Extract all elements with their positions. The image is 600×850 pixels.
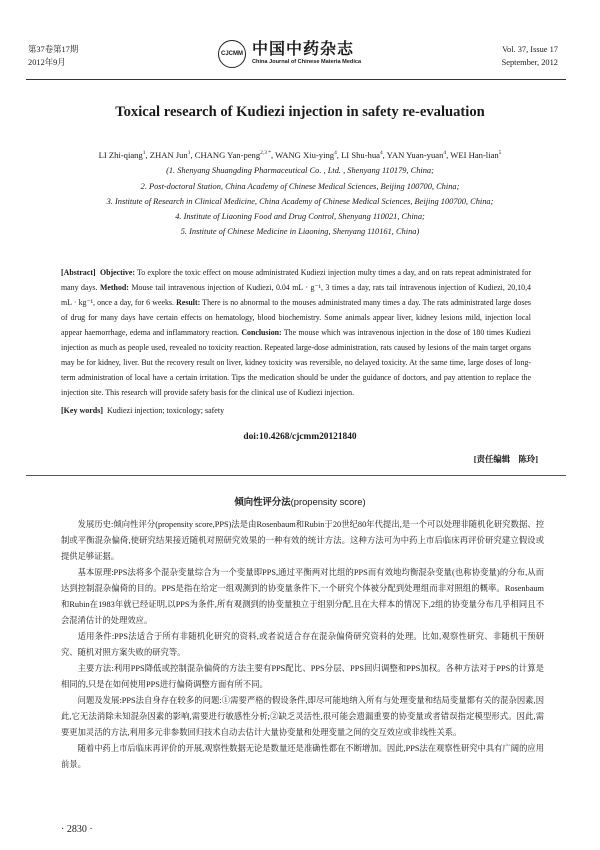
author: YAN Yuan-yuan$^4$ xyxy=(386,150,447,160)
journal-name-cn: 中国中药杂志 xyxy=(252,41,355,58)
date-en: September, 2012 xyxy=(501,58,558,67)
method-text: Mouse tail intravenous injection of Kudiezi, 0.04 mL · g⁻¹, 3 times a day, rats tail intravenous injection of Kudiezi, 20,10,4 mL · kg⁻¹, once a day, for 6 weeks. xyxy=(61,283,531,307)
affiliation-5: 5. Institute of Chinese Medicine in Liaoning, Shenyang 110161, China) xyxy=(180,227,420,236)
section-divider xyxy=(26,475,566,476)
result-label: Result: xyxy=(176,298,201,307)
method-label: Method: xyxy=(99,283,129,292)
running-header-left xyxy=(28,43,78,69)
doi: doi:10.4268/cjcmm20121840 xyxy=(243,432,357,442)
author: LI Zhi-qiang$^1$ xyxy=(98,150,146,160)
conclusion-text: The mouse which was intravenous injection in the dose of 180 times Kudiezi injection as much as people used, revealed no toxicity reaction. Repeated large-dose administration, rats caused by lesions of the main target organs may be for kidney, liver. But the recovery result on liver, kidney toxicity was reversible, no delayed toxicity. At the same time, large doses of long-term administration of local have a certain irritation. Tips the medication should be under the guidance of doctors, and pay attention to replace the injection site. This research will provide safety basis for the clinical use of Kudiezi injection. xyxy=(61,328,531,397)
author-list: LI Zhi-qiang$^1$, ZHAN Jun$^1$, CHANG Yan-peng$^{2,3 *}$, WANG Xiu-ying$^4$, LI Shu-hua$^4$, YAN Yuan-yuan$^4$, WEI Han-lian$^5$ xyxy=(98,150,502,160)
abstract xyxy=(61,265,531,400)
objective-label: Objective: xyxy=(99,268,135,277)
abstract-label: [Abstract] xyxy=(61,268,96,277)
affiliation-2: 2. Post-doctoral Station, China Academy of Chinese Medical Sciences, Beijing 100700, China; xyxy=(140,182,460,191)
journal-emblem-icon: CJCMM xyxy=(218,40,246,68)
keywords xyxy=(61,406,224,415)
keywords-label: [Key words] xyxy=(61,406,103,415)
article-title: Toxical research of Kudiezi injection in safety re-evaluation xyxy=(115,104,485,120)
author: WEI Han-lian$^5$ xyxy=(450,150,502,160)
affiliation-3: 3. Institute of Research in Clinical Medicine, China Academy of Chinese Medical Sciences, Beijing 100700, China; xyxy=(106,197,494,206)
journal-name-en: China Journal of Chinese Materia Medica xyxy=(252,59,362,65)
conclusion-label: Conclusion: xyxy=(241,328,282,337)
paragraph-methods: 主要方法:利用PPS降低或控制混杂偏倚的方法主要有PPS配比、PPS分层、PPS回归调整和PPS加权。各种方法对于PPS的计算是相同的,只是在如何使用PPS进行偏倚调整方面有所不同。 xyxy=(61,664,544,689)
author: LI Shu-hua$^4$ xyxy=(341,150,383,160)
affiliation-1: (1. Shenyang Shuangding Pharmaceutical Co. , Ltd. , Shenyang 110179, China; xyxy=(166,166,434,175)
objective-text: To explore the toxic effect on mouse administrated Kudiezi injection multy times a day, and on rats repeat administrated for many days. xyxy=(61,268,531,292)
volume-issue-en: Vol. 37, Issue 17 xyxy=(502,45,558,54)
page-number: · 2830 · xyxy=(61,824,93,835)
date-cn: 2012年9月 xyxy=(28,58,66,67)
section-title: 倾向性评分法(propensity score) xyxy=(234,496,366,508)
responsible-editor: [责任编辑 陈玲] xyxy=(473,455,538,464)
header-divider xyxy=(26,79,566,80)
author: CHANG Yan-peng$^{2,3 *}$ xyxy=(194,150,271,160)
paragraph-conditions: 适用条件:PPS法适合于所有非随机化研究的资料,或者说适合存在混杂偏倚研究资料的处理。比如,观察性研究、非随机干预研究、随机对照方案失败的研究等。 xyxy=(61,632,544,657)
volume-issue-cn: 第37卷第17期 xyxy=(28,45,79,54)
running-header-right xyxy=(502,43,558,69)
paragraph-history: 发展历史:倾向性评分(propensity score,PPS)法是由Rosenbaum和Rubin于20世纪80年代提出,是一个可以处理非随机化研究数据、控制或平衡混杂偏倚,使研究结果接近随机对照研究效果的一种有效的统计方法。这种方法可为中药上市后临床再评价研究建立假设或提供足够证据。 xyxy=(61,520,544,561)
journal-logo xyxy=(218,40,361,68)
paragraph-principle: 基本原理:PPS法将多个混杂变量综合为一个变量即PPS,通过平衡两对比组的PPS而有效地均衡混杂变量(也称协变量)的分布,从而达到控制混杂偏倚的目的。PPS是指在给定一组观测到的协变量条件下,一个研究个体被分配到处理组而非对照组的概率。Rosenbaum和Rubin在1983年就已经证明,以PPS为条件,所有观测到的协变量独立于组别分配,且在大样本的情况下,2组的协变量分布几乎相同且不会混淆估计的处理效应。 xyxy=(61,568,544,625)
affiliation-4: 4. Institute of Liaoning Food and Drug Control, Shenyang 110021, China; xyxy=(175,212,425,221)
result-text: There is no abnormal to the mouses administrated many times a day. The rats administrated large doses of drug for many days have certain effects on hematology, blood biochemistry. Some animals appear liver, kidney lesions mild, injection local appear haemorrhage, edema and inflammatory reaction. xyxy=(61,298,531,337)
author: WANG Xiu-ying$^4$ xyxy=(275,150,337,160)
author: ZHAN Jun$^1$ xyxy=(149,150,191,160)
paragraph-outlook: 随着中药上市后临床再评价的开展,观察性数据无论是数量还是准确性都在不断增加。因此,PPS法在观察性研究中具有广阔的应用前景。 xyxy=(61,744,544,769)
paragraph-problems: 问题及发展:PPS法自身存在较多的问题:①需要严格的假设条件,即尽可能地纳入所有与处理变量和结局变量都有关的混杂因素,因此,它无法消除未知混杂因素的影响,需要进行敏感性分析;②缺乏灵活性,很可能会遗漏重要的协变量或者错误指定模型形式。因此,需要更加灵活的方法,利用多元非参数回归技术自动去估计大量协变量和处理变量之间的交互效应或非线性关系。 xyxy=(61,696,544,737)
section-body xyxy=(61,517,544,773)
keywords-text: Kudiezi injection; toxicology; safety xyxy=(107,406,225,415)
